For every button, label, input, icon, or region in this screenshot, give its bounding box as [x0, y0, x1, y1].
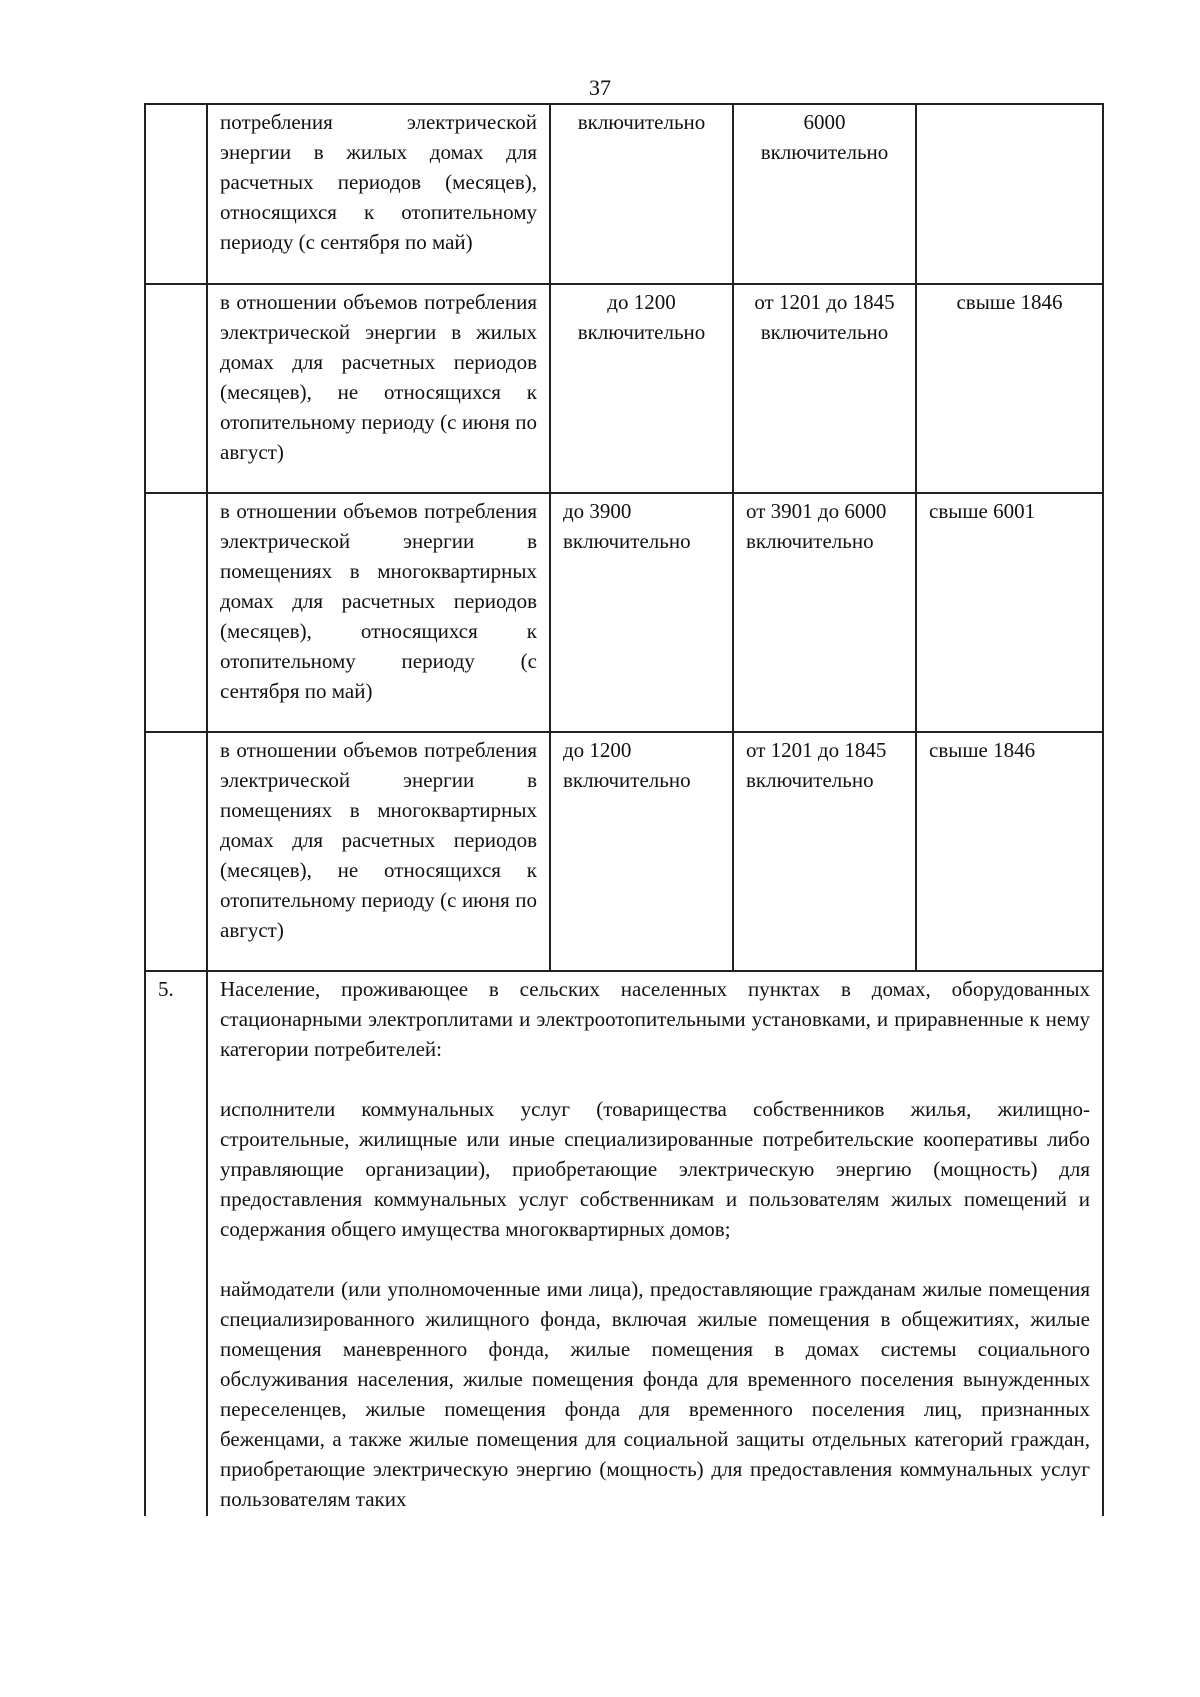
- range-low-cell: до 1200 включительно: [550, 732, 733, 971]
- section-5-paragraph: Население, проживающее в сельских населенных пунктах в домах, оборудованных стационарными электроплитами и электроотопительными установками, и приравненные к нему категории потребителей:: [220, 977, 1090, 1061]
- range-mid-cell: от 1201 до 1845 включительно: [733, 732, 916, 971]
- tariff-table: [144, 103, 1104, 1516]
- range-mid-cell: 6000 включительно: [733, 104, 916, 284]
- table-row: [145, 284, 1103, 493]
- row-number-cell: [145, 284, 207, 493]
- table-row: [145, 732, 1103, 971]
- range-high-cell: свыше 1846: [916, 284, 1103, 493]
- row-number-cell: [145, 493, 207, 732]
- section-number: 5.: [145, 971, 207, 1516]
- range-mid-cell: от 3901 до 6000 включительно: [733, 493, 916, 732]
- range-low-cell: до 3900 включительно: [550, 493, 733, 732]
- range-high-cell: свыше 1846: [916, 732, 1103, 971]
- table-row: [145, 104, 1103, 284]
- row-number-cell: [145, 104, 207, 284]
- section-5-paragraph: наймодатели (или уполномоченные ими лица), предоставляющие гражданам жилые помещения специализированного жилищного фонда, включая жилые помещения в общежитиях, жилые помещения маневренного фонда, жилые помещения в домах системы социального обслуживания населения, жилые помещения фонда для временного поселения вынужденных переселенцев, жилые помещения фонда для временного поселения лиц, признанных беженцами, а также жилые помещения для социальной защиты отдельных категорий граждан, приобретающие электрическую энергию (мощность) для предоставления коммунальных услуг пользователям таких: [220, 1277, 1090, 1511]
- row-description: в отношении объемов потребления электрической энергии в жилых домах для расчетных периодов (месяцев), не относящихся к отопительному периоду (с июня по август): [207, 284, 550, 493]
- range-low-cell: до 1200 включительно: [550, 284, 733, 493]
- row-description: в отношении объемов потребления электрической энергии в помещениях в многоквартирных домах для расчетных периодов (месяцев), относящихся к отопительному периоду (с сентября по май): [207, 493, 550, 732]
- page-number: 37: [589, 75, 611, 100]
- row-description: потребления электрической энергии в жилых домах для расчетных периодов (месяцев), относящихся к отопительному периоду (с сентября по май): [207, 104, 550, 284]
- row-description: в отношении объемов потребления электрической энергии в помещениях в многоквартирных домах для расчетных периодов (месяцев), не относящихся к отопительному периоду (с июня по август): [207, 732, 550, 971]
- range-high-cell: [916, 104, 1103, 284]
- section-5-content: [207, 971, 1103, 1516]
- table-row-section-5: [145, 971, 1103, 1516]
- row-number-cell: [145, 732, 207, 971]
- range-mid-cell: от 1201 до 1845 включительно: [733, 284, 916, 493]
- table-row: [145, 493, 1103, 732]
- section-5-paragraph: исполнители коммунальных услуг (товарищества собственников жилья, жилищно-строительные, жилищные или иные специализированные потребительские кооперативы либо управляющие организации), приобретающие электрическую энергию (мощность) для предоставления коммунальных услуг собственникам и пользователям жилых помещений и содержания общего имущества многоквартирных домов;: [220, 1097, 1090, 1241]
- range-low-cell: включительно: [550, 104, 733, 284]
- range-high-cell: свыше 6001: [916, 493, 1103, 732]
